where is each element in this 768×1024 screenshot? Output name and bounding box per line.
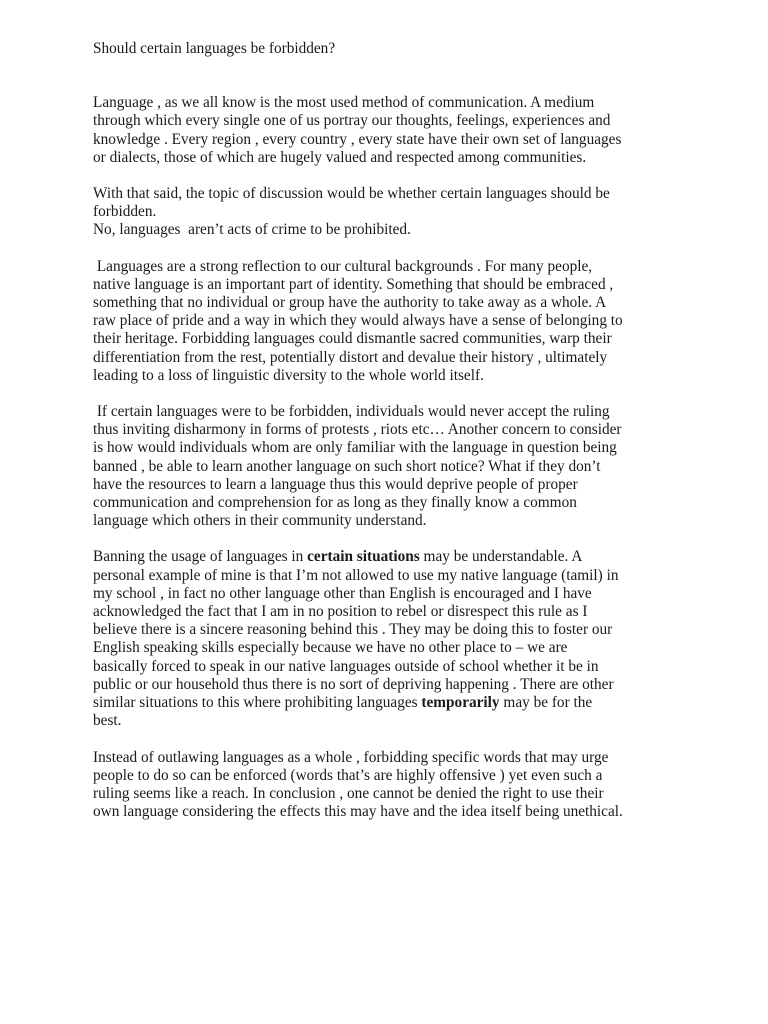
text-line: believe there is a sincere reasoning behind this . They may be doing this to foster our — [93, 621, 613, 639]
text-line: raw place of pride and a way in which they would always have a sense of belonging to — [93, 312, 623, 330]
text-line: No, languages aren’t acts of crime to be prohibited. — [93, 221, 411, 239]
text-line: is how would individuals whom are only familiar with the language in question being — [93, 439, 617, 457]
text-line: forbidden. — [93, 203, 157, 221]
text-line: own language considering the effects this may have and the idea itself being unethical. — [93, 803, 623, 821]
text-line: Instead of outlawing languages as a whole , forbidding specific words that may urge — [93, 748, 609, 766]
paragraph-6 — [93, 749, 693, 822]
bold-phrase: certain situations — [307, 548, 420, 566]
text-line: With that said, the topic of discussion would be whether certain languages should be — [93, 185, 610, 203]
text-line: have the resources to learn a language thus this would deprive people of proper — [93, 475, 578, 493]
text-line: public or our household thus there is no sort of depriving happening . There are other — [93, 675, 614, 693]
text-line: personal example of mine is that I’m not allowed to use my native language (tamil) in — [93, 566, 619, 584]
bold-phrase: temporarily — [421, 694, 500, 712]
document-page — [93, 40, 693, 839]
text-line: acknowledged the fact that I am in no position to rebel or disrespect this rule as I — [93, 603, 588, 621]
paragraph-5 — [93, 548, 693, 730]
paragraph-3 — [93, 258, 693, 385]
text-line: through which every single one of us portray our thoughts, feelings, experiences and — [93, 112, 611, 130]
text-line: best. — [93, 712, 122, 730]
text-run: may be understandable. A — [419, 548, 583, 566]
text-line: my school , in fact no other language other than English is encouraged and I have — [93, 584, 592, 602]
text-line: leading to a loss of linguistic diversity to the whole world itself. — [93, 366, 484, 384]
paragraph-2 — [93, 185, 693, 240]
text-run: may be for the — [499, 694, 593, 712]
text-line: native language is an important part of identity. Something that should be embraced , — [93, 275, 614, 293]
text-line: basically forced to speak in our native languages outside of school whether it be in — [93, 657, 599, 675]
text-line — [93, 694, 693, 712]
text-line: ruling seems like a reach. In conclusion , one cannot be denied the right to use their — [93, 784, 604, 802]
text-line: or dialects, those of which are hugely valued and respected among communities. — [93, 148, 587, 166]
text-line: banned , be able to learn another language on such short notice? What if they don’t — [93, 457, 601, 475]
text-line: If certain languages were to be forbidden, individuals would never accept the ruling — [93, 403, 610, 421]
paragraph-1 — [93, 94, 693, 167]
text-line: thus inviting disharmony in forms of protests , riots etc… Another concern to consider — [93, 421, 622, 439]
text-run: similar situations to this where prohibiting languages — [93, 694, 422, 712]
text-line: language which others in their community understand. — [93, 512, 427, 530]
text-line: knowledge . Every region , every country , every state have their own set of languages — [93, 130, 622, 148]
text-line: Languages are a strong reflection to our cultural backgrounds . For many people, — [93, 257, 593, 275]
text-line: people to do so can be enforced (words that’s are highly offensive ) yet even such a — [93, 766, 603, 784]
text-line: something that no individual or group have the authority to take away as a whole. A — [93, 294, 607, 312]
text-line: Language , as we all know is the most used method of communication. A medium — [93, 94, 595, 112]
text-line — [93, 548, 693, 566]
text-line: their heritage. Forbidding languages could dismantle sacred communities, warp their — [93, 330, 612, 348]
paragraph-4 — [93, 403, 693, 530]
text-run: Banning the usage of languages in — [93, 548, 308, 566]
document-title: Should certain languages be forbidden? — [93, 40, 336, 57]
text-line: differentiation from the rest, potentially distort and devalue their history , ultimately — [93, 348, 608, 366]
text-line: English speaking skills especially because we have no other place to – we are — [93, 639, 568, 657]
text-line: communication and comprehension for as long as they finally know a common — [93, 494, 577, 512]
